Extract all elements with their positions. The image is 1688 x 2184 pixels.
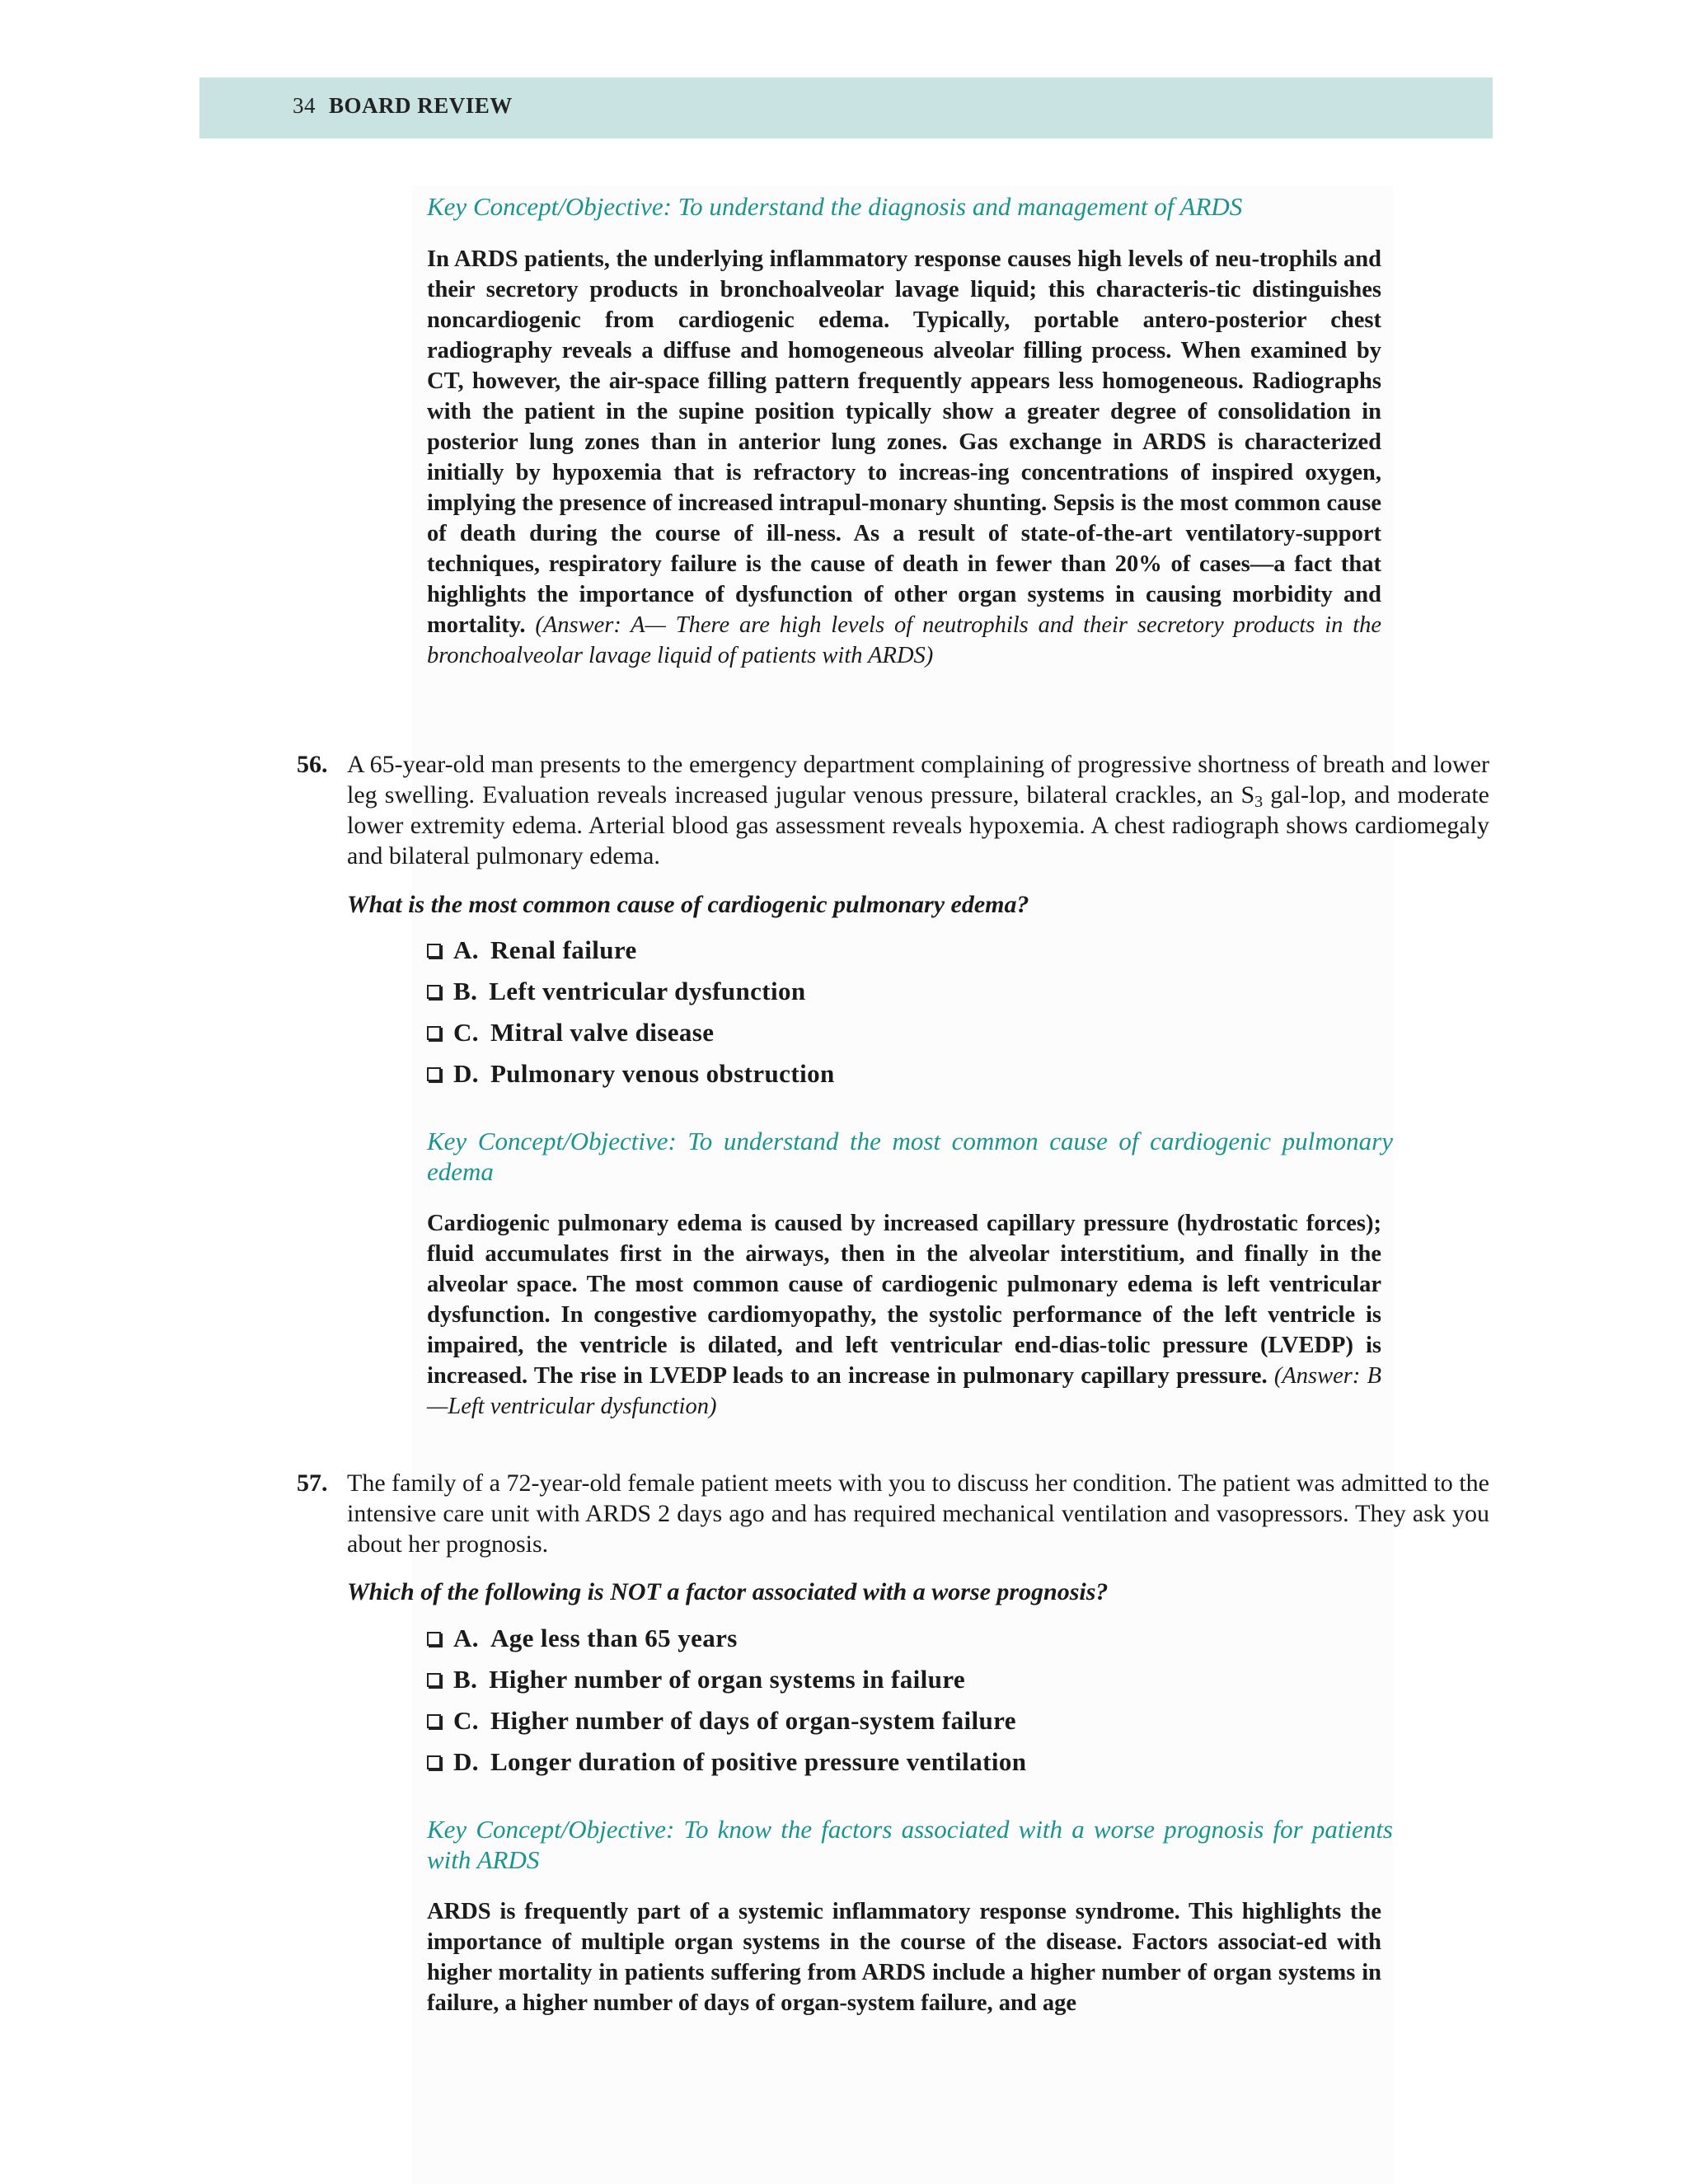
header-title: BOARD REVIEW — [329, 93, 513, 118]
option-text: Longer duration of positive pressure ventilation — [490, 1747, 1027, 1776]
question-56-stem-part2: gal-lop, and moderate lower extremity edema. Arterial blood gas assessment reveals hypoxemia. A chest radiograph shows cardiomegaly and bilateral pulmonary edema. — [347, 781, 1489, 869]
option-letter: A. — [453, 935, 479, 964]
checkbox-icon[interactable] — [427, 1067, 441, 1081]
option-text: Age less than 65 years — [490, 1624, 738, 1652]
question-57-stem: The family of a 72-year-old female patient meets with you to discuss her condition. The patient was admitted to the intensive care unit with ARDS 2 days ago and has required mechanical ventilation and vasopressors. They ask you about her prognosis. — [347, 1469, 1489, 1558]
option-57-a[interactable] — [427, 1624, 738, 1653]
checkbox-icon[interactable] — [427, 985, 441, 999]
option-letter: D. — [453, 1747, 479, 1776]
running-header-text — [293, 93, 513, 119]
option-57-d[interactable] — [427, 1747, 1026, 1777]
option-text: Pulmonary venous obstruction — [490, 1059, 835, 1088]
option-letter: C. — [453, 1706, 479, 1735]
key-concept-55: Key Concept/Objective: To understand the diagnosis and management of ARDS — [427, 192, 1243, 221]
option-text: Left ventricular dysfunction — [489, 977, 806, 1005]
question-57-prompt: Which of the following is NOT a factor associated with a worse prognosis? — [347, 1578, 1109, 1605]
question-56-stem — [347, 749, 1489, 871]
checkbox-icon[interactable] — [427, 1755, 441, 1769]
option-56-a[interactable] — [427, 935, 637, 965]
question-56-prompt: What is the most common cause of cardiogenic pulmonary edema? — [347, 891, 1029, 918]
option-56-b[interactable] — [427, 977, 806, 1006]
option-text: Higher number of organ systems in failure — [489, 1665, 966, 1694]
answer-56: (Answer: B—Left ventricular dysfunction) — [427, 1363, 1381, 1419]
option-56-c[interactable] — [427, 1018, 714, 1047]
explanation-56-text: Cardiogenic pulmonary edema is caused by increased capillary pressure (hydrostatic forces); fluid accumulates first in the airways, then in the alveolar interstitium, and finally in the alveolar space. The most common cause of cardiogenic pulmonary edema is left ventricular dysfunction. In congestive cardiomyopathy, the systolic performance of the left ventricle is impaired, the ventricle is dilated, and left ventricular end-dias-tolic pressure (LVEDP) is increased. The rise in LVEDP leads to an increase in pulmonary capillary pressure. — [427, 1211, 1381, 1389]
question-56-stem-part1: A 65-year-old man presents to the emergency department complaining of progressive shortness of breath and lower leg swelling. Evaluation reveals increased jugular venous pressure, bilateral crackles, an S — [347, 751, 1489, 808]
checkbox-icon[interactable] — [427, 1632, 441, 1646]
option-text: Mitral valve disease — [490, 1018, 715, 1047]
page-number: 34 — [293, 93, 316, 118]
option-letter: D. — [453, 1059, 479, 1088]
option-56-d[interactable] — [427, 1059, 835, 1089]
option-letter: B. — [453, 1665, 478, 1694]
explanation-55 — [427, 244, 1381, 671]
question-56-number: 56. — [297, 751, 328, 778]
option-text: Higher number of days of organ-system failure — [490, 1706, 1016, 1735]
question-57-number: 57. — [297, 1469, 328, 1497]
explanation-55-text: In ARDS patients, the underlying inflammatory response causes high levels of neu-trophils and their secretory products in bronchoalveolar lavage liquid; this characteris-tic distinguishes noncardiogenic from cardiogenic edema. Typically, portable antero-posterior chest radiography reveals a diffuse and homogeneous alveolar filling process. When examined by CT, however, the air-space filling pattern frequently appears less homogeneous. Radiographs with the patient in the supine position typically show a greater degree of consolidation in posterior lung zones than in anterior lung zones. Gas exchange in ARDS is characterized initially by hypoxemia that is refractory to increas-ing concentrations of inspired oxygen, implying the presence of increased intrapul-monary shunting. Sepsis is the most common cause of death during the course of ill-ness. As a result of state-of-the-art ventilatory-support techniques, respiratory failure is the cause of death in fewer than 20% of cases—a fact that highlights the importance of dysfunction of other organ systems in causing morbidity and mortality. — [427, 246, 1381, 638]
option-letter: A. — [453, 1624, 479, 1652]
checkbox-icon[interactable] — [427, 944, 441, 958]
option-letter: C. — [453, 1018, 479, 1047]
key-concept-57: Key Concept/Objective: To know the factors associated with a worse prognosis for patients with ARDS — [427, 1815, 1393, 1874]
explanation-57: ARDS is frequently part of a systemic inflammatory response syndrome. This highlights the importance of multiple organ systems in the course of the disease. Factors associat-ed with higher mortality in patients suffering from ARDS include a higher number of organ systems in failure, a higher number of days of organ-system failure, and age — [427, 1899, 1381, 2016]
option-letter: B. — [453, 977, 478, 1005]
checkbox-icon[interactable] — [427, 1714, 441, 1728]
explanation-56 — [427, 1208, 1381, 1422]
checkbox-icon[interactable] — [427, 1673, 441, 1687]
checkbox-icon[interactable] — [427, 1026, 441, 1040]
answer-55: (Answer: A— There are high levels of neutrophils and their secretory products in the bronchoalveolar lavage liquid of patients with ARDS) — [427, 612, 1382, 668]
option-text: Renal failure — [490, 935, 637, 964]
option-57-c[interactable] — [427, 1706, 1016, 1736]
key-concept-56: Key Concept/Objective: To understand the most common cause of cardiogenic pulmonary edema — [427, 1127, 1393, 1186]
question-56-stem-subscript: 3 — [1254, 793, 1264, 811]
option-57-b[interactable] — [427, 1665, 965, 1694]
